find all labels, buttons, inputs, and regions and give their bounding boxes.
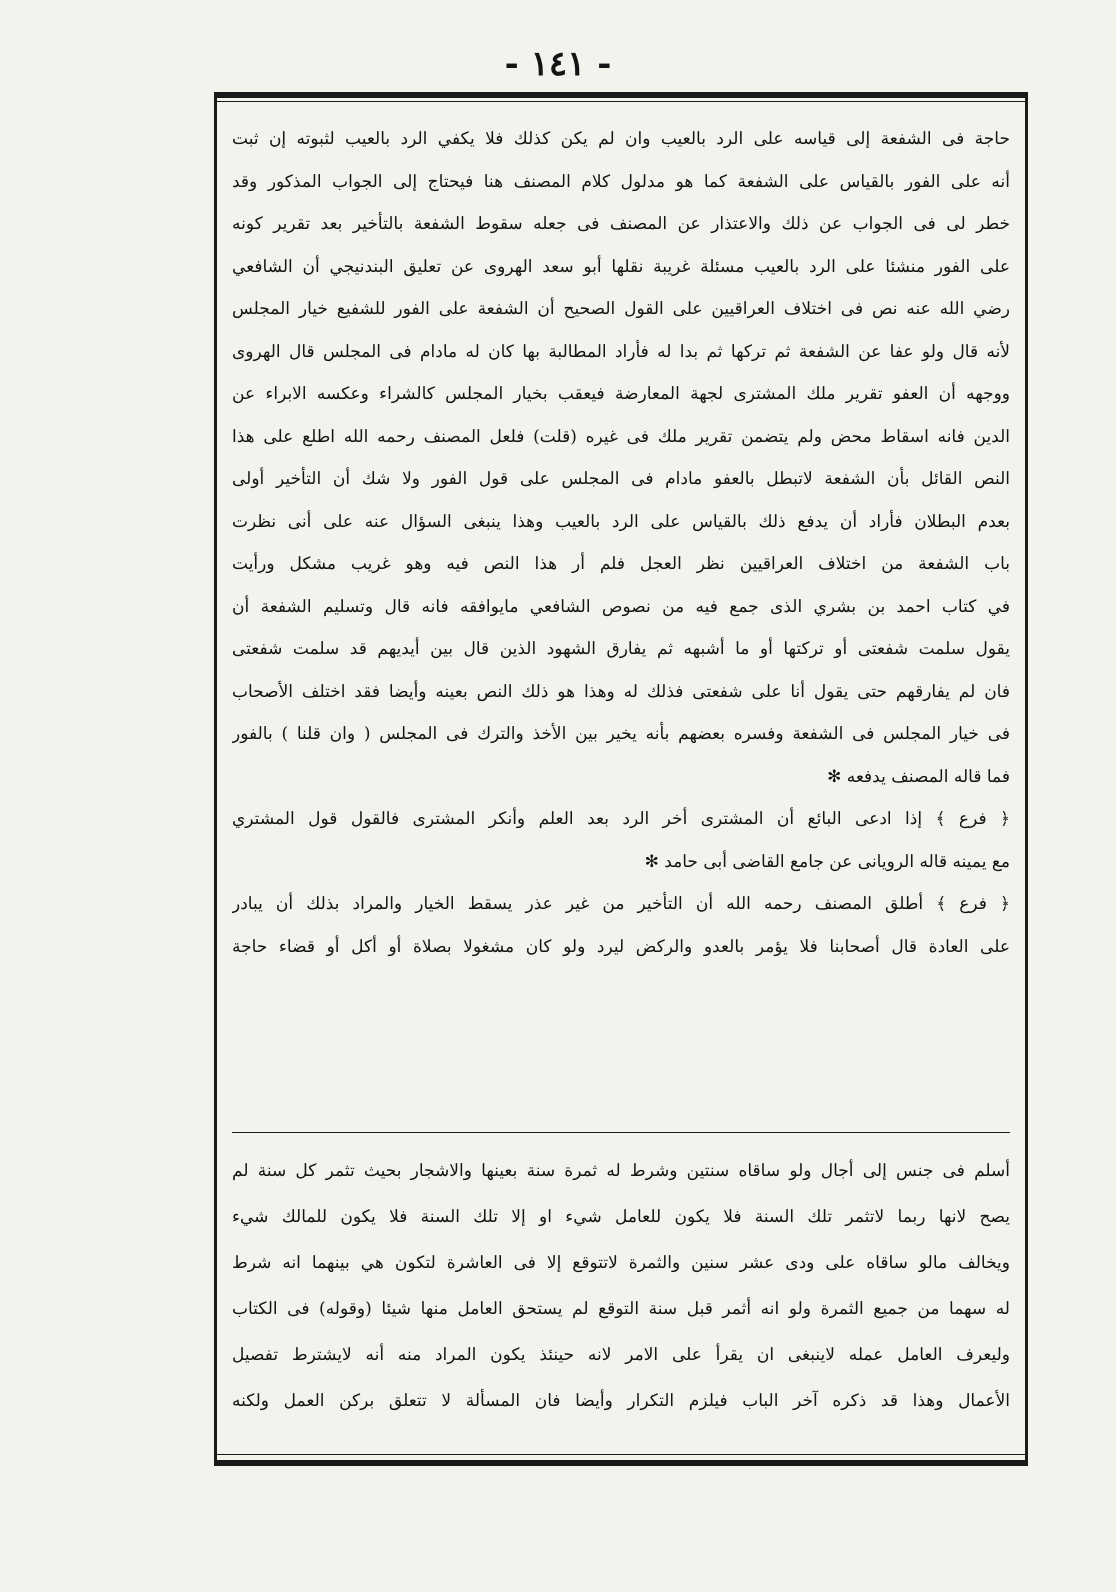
footnote-line: الأعمال وهذا قد ذكره آخر الباب فيلزم التكرار وأيضا فان المسألة لا تتعلق بركن العمل ولكنه	[232, 1391, 1010, 1411]
footnote-separator	[232, 1132, 1010, 1133]
footnote-line: وليعرف العامل عمله لاينبغى ان يقرأ على الامر لانه حينئذ يكون المراد منه أنه لايشترط تفصيل	[232, 1345, 1010, 1365]
frame-bottom-thin-rule	[214, 1454, 1028, 1455]
main-line: يقول سلمت شفعتى أو تركتها أو ما أشبهه ثم يفارق الشهود الذين قال بين أيديهم قد سلمت شفعتى	[232, 639, 1010, 659]
main-line: النص القائل بأن الشفعة لاتبطل بالعفو مادام فى المجلس على قول الفور ولا شك أن التأخير أولى	[232, 469, 1010, 489]
main-line: ﴿ فرع ﴾ أطلق المصنف رحمه الله أن التأخير من غير عذر يسقط الخيار والمراد بذلك أن يبادر	[232, 894, 1010, 914]
main-line: خطر لى فى الجواب عن ذلك والاعتذار عن المصنف فى جعله سقوط الشفعة بالتأخير بعد تقرير كونه	[232, 214, 1010, 234]
main-line: مع يمينه قاله الرويانى عن جامع القاضى أبى حامد ✻	[644, 851, 1010, 872]
footnote-line: ويخالف مالو ساقاه على ودى عشر سنين والثمرة لاتتوقع إلا فى العاشرة لتكون هي بينهما انه شرط	[232, 1253, 1010, 1273]
main-line: بعدم البطلان فأراد أن يدفع ذلك بالقياس على الرد بالعيب وهذا ينبغى السؤال عنه على أنى نظرت	[232, 511, 1010, 532]
main-line: الدين فانه اسقاط محض ولم يتضمن تقرير ملك فى غيره (قلت) فلعل المصنف رحمه الله اطلع على هذا	[232, 426, 1010, 447]
frame-bottom-rule	[214, 1460, 1028, 1466]
page-number: - ١٤١ -	[504, 44, 612, 84]
main-line: فى خيار المجلس فى الشفعة وفسره بعضهم بأنه يخير بين الأخذ والترك فى المجلس ( وان قلنا ) بالفور	[232, 724, 1010, 744]
footnote-line: أسلم فى جنس إلى أجال ولو ساقاه سنتين وشرط له ثمرة سنة بعينها والاشجار بحيث تثمر كل سنة لم	[232, 1161, 1010, 1181]
footnote-line: يصح لانها ربما لاتثمر تلك السنة فلا يكون للعامل شيء او إلا تلك السنة فلا يكون للمالك شيء	[232, 1207, 1010, 1227]
main-line: فما قاله المصنف يدفعه ✻	[827, 766, 1010, 787]
main-line: ووجهه أن العفو تقرير ملك المشترى لجهة المعارضة فيعقب بخيار المجلس كالشراء وعكسه الابراء عن	[232, 384, 1010, 404]
main-line: لأنه قال ولو عفا عن الشفعة ثم تركها ثم بدا له فأراد المطالبة بها كان له مادام فى المجلس قال الهروى	[232, 341, 1010, 362]
main-line: ﴿ فرع ﴾ إذا ادعى البائع أن المشترى أخر الرد بعد العلم وأنكر المشترى فالقول قول المشتري	[232, 809, 1010, 829]
main-line: باب الشفعة من اختلاف العراقيين نظر العجل فلم أر هذا النص فيه وهو غريب مشكل ورأيت	[232, 554, 1010, 574]
footnote-text	[232, 1148, 1010, 1424]
main-line: حاجة فى الشفعة إلى قياسه على الرد بالعيب وان لم يكن كذلك فلا يكفي الرد بالعيب لثبوته إن ثبت	[232, 129, 1010, 149]
main-line: فان لم يفارقهم حتى يقول أنا على شفعتى فذلك له وهذا هو ذلك النص بعينه وأيضا فقد اختلف الأصحاب	[232, 681, 1010, 702]
main-line: أنه على الفور بالقياس على الشفعة كما هو مدلول كلام المصنف هنا فيحتاج إلى الجواب المذكور وقد	[232, 171, 1010, 192]
main-line: على العادة قال أصحابنا فلا يؤمر بالعدو والركض ليرد ولو كان مشغولا بصلاة أو أكل أو قضاء حاجة	[232, 936, 1010, 957]
footnote-line: له سهما من جميع الثمرة ولو انه أثمر قبل سنة التوقع لم يستحق العامل منها شيئا (وقوله) فى الكتاب	[232, 1299, 1010, 1319]
main-line: على الفور منشئا على الرد بالعيب مسئلة غريبة نقلها أبو سعد الهروى عن تعليق البندنيجي أن الشافعي	[232, 256, 1010, 277]
main-line: في كتاب احمد بن بشري الذى جمع فيه من نصوص الشافعي مايوافقه فانه قال وتسليم الشفعة أن	[232, 596, 1010, 617]
main-text	[232, 118, 1010, 968]
main-line: رضي الله عنه نص فى اختلاف العراقيين على القول الصحيح أن الشفعة على الفور للشفيع خيار المجلس	[232, 299, 1010, 319]
